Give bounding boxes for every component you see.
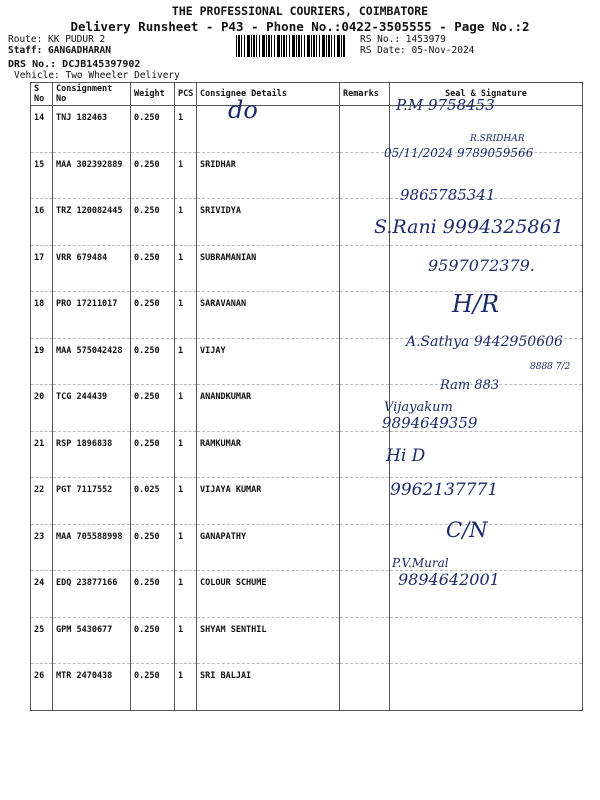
- cell-consignee: VIJAYA KUMAR: [197, 478, 340, 525]
- handwritten-signature: C/N: [446, 518, 488, 542]
- handwritten-signature: 05/11/2024 9789059566: [384, 146, 534, 160]
- handwritten-mark: do: [228, 96, 258, 124]
- cell-remarks: [340, 106, 390, 153]
- cell-consignment: MTR 2470438: [53, 664, 131, 711]
- handwritten-signature: A.Sathya 9442950606: [406, 334, 563, 350]
- cell-remarks: [340, 152, 390, 199]
- cell-remarks: [340, 292, 390, 339]
- cell-sno: 19: [31, 338, 53, 385]
- cell-pcs: 1: [175, 106, 197, 153]
- cell-remarks: [340, 478, 390, 525]
- cell-weight: 0.250: [131, 664, 175, 711]
- cell-remarks: [340, 524, 390, 571]
- table-row: [31, 524, 583, 571]
- handwritten-signature: 9894642001: [398, 570, 500, 589]
- col-signature: Seal & Signature: [390, 83, 583, 106]
- cell-sno: 15: [31, 152, 53, 199]
- staff-label: Staff: GANGADHARAN: [8, 45, 111, 56]
- cell-pcs: 1: [175, 292, 197, 339]
- col-remarks: Remarks: [340, 83, 390, 106]
- cell-consignee: RAMKUMAR: [197, 431, 340, 478]
- cell-consignment: GPM 5430677: [53, 617, 131, 664]
- cell-pcs: 1: [175, 152, 197, 199]
- col-sno: S No: [31, 83, 53, 106]
- cell-remarks: [340, 571, 390, 618]
- cell-remarks: [340, 431, 390, 478]
- cell-sno: 14: [31, 106, 53, 153]
- handwritten-signature: P.V.Mural: [392, 556, 449, 570]
- cell-pcs: 1: [175, 431, 197, 478]
- handwritten-signature: 9894649359: [382, 414, 478, 432]
- cell-sno: 18: [31, 292, 53, 339]
- cell-sno: 20: [31, 385, 53, 432]
- runsheet-table: [30, 82, 583, 711]
- rs-date: RS Date: 05-Nov-2024: [360, 45, 475, 56]
- cell-consignment: RSP 1896838: [53, 431, 131, 478]
- cell-sno: 23: [31, 524, 53, 571]
- cell-consignee: [197, 106, 340, 153]
- cell-consignee: ANANDKUMAR: [197, 385, 340, 432]
- handwritten-signature: Ram 883: [440, 378, 500, 393]
- cell-signature: [390, 617, 583, 664]
- table-row: [31, 431, 583, 478]
- handwritten-signature: S.Rani 9994325861: [374, 216, 564, 238]
- cell-consignee: VIJAY: [197, 338, 340, 385]
- cell-weight: 0.250: [131, 106, 175, 153]
- cell-weight: 0.250: [131, 571, 175, 618]
- cell-sno: 22: [31, 478, 53, 525]
- cell-weight: 0.250: [131, 152, 175, 199]
- rs-number: RS No.: 1453979: [360, 34, 446, 45]
- col-consignment: Consignment No: [53, 83, 131, 106]
- handwritten-signature: Hi D: [386, 446, 426, 466]
- table-row: [31, 617, 583, 664]
- cell-sno: 21: [31, 431, 53, 478]
- cell-consignee: SHYAM SENTHIL: [197, 617, 340, 664]
- cell-weight: 0.250: [131, 199, 175, 246]
- cell-signature: [390, 664, 583, 711]
- cell-pcs: 1: [175, 338, 197, 385]
- handwritten-signature: P.M 9758453: [396, 96, 495, 114]
- cell-consignment: TRZ 120082445: [53, 199, 131, 246]
- handwritten-signature: 8888 7/2: [530, 362, 571, 372]
- handwritten-signature: R.SRIDHAR: [470, 134, 525, 144]
- cell-consignment: MAA 575042428: [53, 338, 131, 385]
- cell-pcs: 1: [175, 617, 197, 664]
- drs-number: DRS No.: DCJB145397902: [8, 59, 141, 70]
- cell-weight: 0.250: [131, 338, 175, 385]
- col-pcs: PCS: [175, 83, 197, 106]
- cell-consignment: PRO 17211017: [53, 292, 131, 339]
- cell-consignment: EDQ 23877166: [53, 571, 131, 618]
- cell-consignee: SUBRAMANIAN: [197, 245, 340, 292]
- runsheet-subtitle: Delivery Runsheet - P43 - Phone No.:0422-3505555 - Page No.:2: [70, 19, 530, 34]
- handwritten-signature: Vijayakum: [384, 400, 453, 415]
- cell-sno: 17: [31, 245, 53, 292]
- barcode-icon: [236, 35, 346, 57]
- cell-remarks: [340, 245, 390, 292]
- cell-consignment: TNJ 182463: [53, 106, 131, 153]
- cell-remarks: [340, 664, 390, 711]
- cell-sno: 24: [31, 571, 53, 618]
- vehicle-label: Vehicle: Two Wheeler Delivery: [14, 70, 180, 81]
- cell-pcs: 1: [175, 571, 197, 618]
- cell-consignment: VRR 679484: [53, 245, 131, 292]
- handwritten-signature: 9962137771: [390, 480, 499, 500]
- table-header-row: [31, 83, 583, 106]
- cell-weight: 0.250: [131, 245, 175, 292]
- cell-pcs: 1: [175, 664, 197, 711]
- table-row: [31, 292, 583, 339]
- handwritten-signature: 9597072379.: [428, 256, 535, 275]
- route-label: Route: KK PUDUR 2: [8, 34, 106, 45]
- table-row: [31, 664, 583, 711]
- cell-pcs: 1: [175, 245, 197, 292]
- cell-consignee: GANAPATHY: [197, 524, 340, 571]
- handwritten-signature: 9865785341: [400, 186, 496, 204]
- cell-weight: 0.025: [131, 478, 175, 525]
- cell-pcs: 1: [175, 478, 197, 525]
- col-consignee: Consignee Details: [197, 83, 340, 106]
- company-title: THE PROFESSIONAL COURIERS, COIMBATORE: [171, 4, 429, 18]
- cell-consignee: SARAVANAN: [197, 292, 340, 339]
- cell-weight: 0.250: [131, 524, 175, 571]
- cell-weight: 0.250: [131, 431, 175, 478]
- cell-pcs: 1: [175, 199, 197, 246]
- col-weight: Weight: [131, 83, 175, 106]
- cell-remarks: [340, 617, 390, 664]
- cell-pcs: 1: [175, 524, 197, 571]
- cell-weight: 0.250: [131, 385, 175, 432]
- cell-consignee: SRIDHAR: [197, 152, 340, 199]
- cell-consignment: PGT 7117552: [53, 478, 131, 525]
- cell-consignee: SRI BALJAI: [197, 664, 340, 711]
- cell-sno: 16: [31, 199, 53, 246]
- handwritten-signature: H/R: [452, 290, 500, 318]
- cell-consignee: COLOUR SCHUME: [197, 571, 340, 618]
- cell-pcs: 1: [175, 385, 197, 432]
- cell-consignee: SRIVIDYA: [197, 199, 340, 246]
- table-row: [31, 478, 583, 525]
- cell-weight: 0.250: [131, 617, 175, 664]
- cell-sno: 26: [31, 664, 53, 711]
- cell-remarks: [340, 338, 390, 385]
- cell-consignment: MAA 705588998: [53, 524, 131, 571]
- cell-consignment: TCG 244439: [53, 385, 131, 432]
- cell-weight: 0.250: [131, 292, 175, 339]
- table-row: [31, 385, 583, 432]
- cell-sno: 25: [31, 617, 53, 664]
- cell-consignment: MAA 302392889: [53, 152, 131, 199]
